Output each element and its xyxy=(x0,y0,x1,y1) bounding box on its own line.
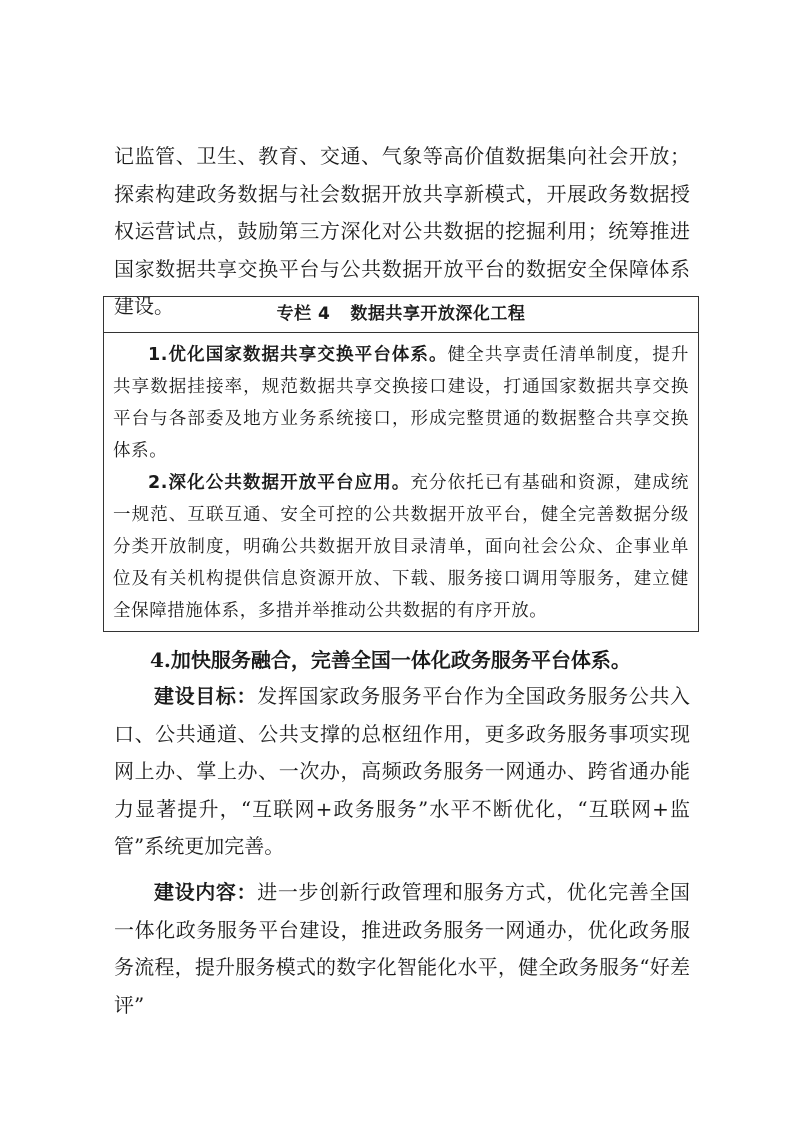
column-item-text: 充分依托已有基础和资源，建成统一规范、互联互通、安全可控的公共数据开放平台，健全完善数据分级分类开放制度，明确公共数据开放目录清单，面向社会公众、企事业单位及有关机构提供信息资源开放、下载、服务接口调用等服务，建立健全保障措施体系，多措并举推动公共数据的有序开放。 xyxy=(113,473,690,621)
content-text: 进一步创新行政管理和服务方式，优化完善全国一体化政务服务平台建设，推进政务服务一网通办，优化政务服务流程，提升服务模式的数字化智能化水平，健全政务服务“好差评” xyxy=(114,880,691,1017)
goal-label: 建设目标： xyxy=(154,684,258,708)
column-item-heading: 2.深化公共数据开放平台应用。 xyxy=(148,473,411,493)
column-item-text: 健全共享责任清单制度，提升共享数据挂接率，规范数据共享交换接口建设，打通国家数据共享交换平台与各部委及地方业务系统接口，形成完整贯通的数据整合共享交换体系。 xyxy=(113,345,689,461)
column-item xyxy=(113,467,689,627)
column-item xyxy=(113,339,689,467)
goal-text: 发挥国家政务服务平台作为全国政务服务公共入口、公共通道、公共支撑的总枢纽作用，更多政务服务事项实现网上办、掌上办、一次办，高频政务服务一网通办、跨省通办能力显著提升，“互联网+政务服务”水平不断优化，“互联网+监管”系统更加完善。 xyxy=(114,684,691,858)
column-box-body xyxy=(104,333,698,627)
column-box-title-text: 数据共享开放深化工程 xyxy=(350,304,526,324)
column-box-title xyxy=(104,297,698,333)
content-label: 建设内容： xyxy=(154,880,258,904)
section-heading: 4.加快服务融合，完善全国一体化政务服务平台体系。 xyxy=(150,648,631,672)
column-item-heading: 1.优化国家数据共享交换平台体系。 xyxy=(148,345,448,365)
goal-paragraph xyxy=(114,678,690,866)
column-box-label: 专栏 4 xyxy=(276,304,331,324)
column-box xyxy=(103,296,699,632)
intro-paragraph: 记监管、卫生、教育、交通、气象等高价值数据集向社会开放；探索构建政务数据与社会数据开放共享新模式，开展政务数据授权运营试点，鼓励第三方深化对公共数据的挖掘利用；统筹推进国家数据共享交换平台与公共数据开放平台的数据安全保障体系建设。 xyxy=(114,144,690,318)
content-paragraph xyxy=(114,874,690,1024)
